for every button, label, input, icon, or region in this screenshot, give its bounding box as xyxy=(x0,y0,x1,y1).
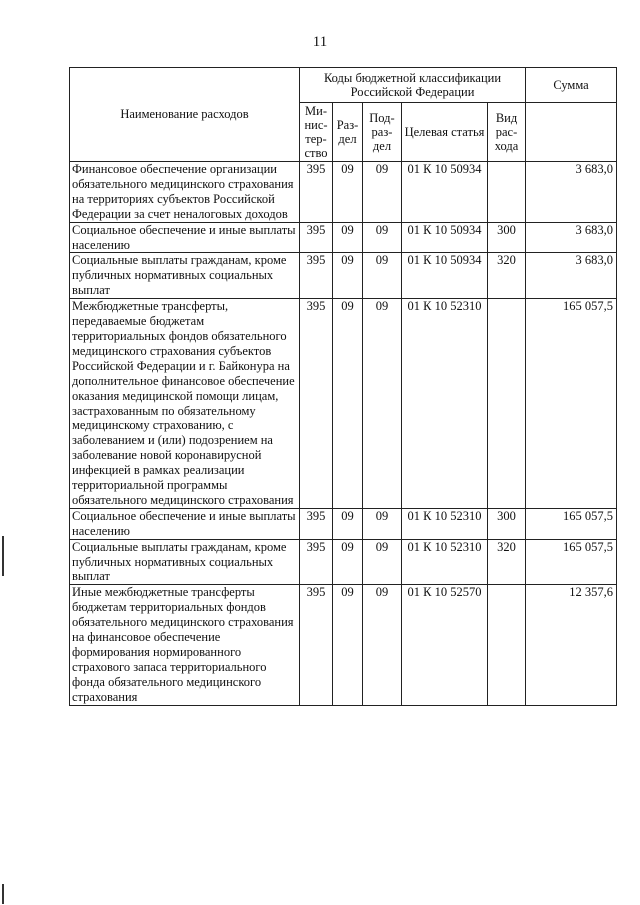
cell-expense-type xyxy=(488,162,526,223)
cell-ministry: 395 xyxy=(300,253,333,299)
table-row xyxy=(70,585,617,705)
cell-subsection: 09 xyxy=(363,162,402,223)
cell-amount: 3 683,0 xyxy=(526,162,617,223)
cell-ministry: 395 xyxy=(300,222,333,253)
page-number: 11 xyxy=(312,34,328,50)
cell-name: Социальные выплаты гражданам, кроме публичных нормативных социальных выплат xyxy=(70,539,300,585)
binding-mark xyxy=(2,536,4,576)
cell-target: 01 К 10 52310 xyxy=(402,299,488,509)
cell-expense-type xyxy=(488,585,526,705)
cell-ministry: 395 xyxy=(300,299,333,509)
cell-target: 01 К 10 50934 xyxy=(402,253,488,299)
header-codes-group: Коды бюджетной классификации Российской Федерации xyxy=(300,68,526,103)
cell-amount: 12 357,6 xyxy=(526,585,617,705)
cell-subsection: 09 xyxy=(363,539,402,585)
cell-expense-type: 320 xyxy=(488,539,526,585)
cell-section: 09 xyxy=(333,539,363,585)
cell-section: 09 xyxy=(333,508,363,539)
cell-amount: 3 683,0 xyxy=(526,222,617,253)
header-amount-blank xyxy=(526,103,617,162)
cell-target: 01 К 10 50934 xyxy=(402,222,488,253)
header-name: Наименование расходов xyxy=(70,68,300,162)
header-ministry: Ми-нис-тер-ство xyxy=(300,103,333,162)
cell-target: 01 К 10 52570 xyxy=(402,585,488,705)
table-row xyxy=(70,222,617,253)
cell-amount: 165 057,5 xyxy=(526,508,617,539)
cell-section: 09 xyxy=(333,585,363,705)
cell-name: Социальное обеспечение и иные выплаты населению xyxy=(70,508,300,539)
cell-subsection: 09 xyxy=(363,253,402,299)
cell-name: Межбюджетные трансферты, передаваемые бюджетам территориальных фондов обязательного медицинского страхования субъектов Российской Федерации и г. Байконура на дополнительное финансовое обеспечение оказания медицинской помощи лицам, застрахованным по обязательному медицинскому страхованию, с заболеванием и (или) подозрением на заболевание новой коронавирусной инфекцией в рамках реализации территориальной программы обязательного медицинского страхования xyxy=(70,299,300,509)
cell-section: 09 xyxy=(333,222,363,253)
cell-section: 09 xyxy=(333,253,363,299)
cell-amount: 165 057,5 xyxy=(526,539,617,585)
cell-subsection: 09 xyxy=(363,222,402,253)
table-row xyxy=(70,162,617,223)
cell-expense-type: 320 xyxy=(488,253,526,299)
cell-expense-type xyxy=(488,299,526,509)
binding-mark xyxy=(2,884,4,904)
budget-table xyxy=(69,67,617,706)
cell-expense-type: 300 xyxy=(488,222,526,253)
cell-ministry: 395 xyxy=(300,162,333,223)
cell-amount: 3 683,0 xyxy=(526,253,617,299)
table-row xyxy=(70,508,617,539)
cell-name: Социальное обеспечение и иные выплаты населению xyxy=(70,222,300,253)
header-section: Раз-дел xyxy=(333,103,363,162)
cell-expense-type: 300 xyxy=(488,508,526,539)
table-row xyxy=(70,539,617,585)
cell-ministry: 395 xyxy=(300,539,333,585)
cell-target: 01 К 10 52310 xyxy=(402,539,488,585)
header-expense-type: Вид рас-хода xyxy=(488,103,526,162)
header-subsection: Под-раз-дел xyxy=(363,103,402,162)
cell-ministry: 395 xyxy=(300,508,333,539)
cell-subsection: 09 xyxy=(363,585,402,705)
header-amount: Сумма xyxy=(526,68,617,103)
cell-subsection: 09 xyxy=(363,299,402,509)
cell-name: Финансовое обеспечение организации обязательного медицинского страхования на территориях субъектов Российской Федерации за счет неналоговых доходов xyxy=(70,162,300,223)
cell-subsection: 09 xyxy=(363,508,402,539)
table-body xyxy=(70,162,617,706)
cell-section: 09 xyxy=(333,162,363,223)
table-row xyxy=(70,299,617,509)
cell-name: Иные межбюджетные трансферты бюджетам территориальных фондов обязательного медицинского страхования на финансовое обеспечение формирования нормированного страхового запаса территориального фонда обязательного медицинского страхования xyxy=(70,585,300,705)
table-row xyxy=(70,253,617,299)
cell-target: 01 К 10 50934 xyxy=(402,162,488,223)
cell-section: 09 xyxy=(333,299,363,509)
cell-ministry: 395 xyxy=(300,585,333,705)
cell-amount: 165 057,5 xyxy=(526,299,617,509)
header-target: Целевая статья xyxy=(402,103,488,162)
cell-target: 01 К 10 52310 xyxy=(402,508,488,539)
cell-name: Социальные выплаты гражданам, кроме публичных нормативных социальных выплат xyxy=(70,253,300,299)
